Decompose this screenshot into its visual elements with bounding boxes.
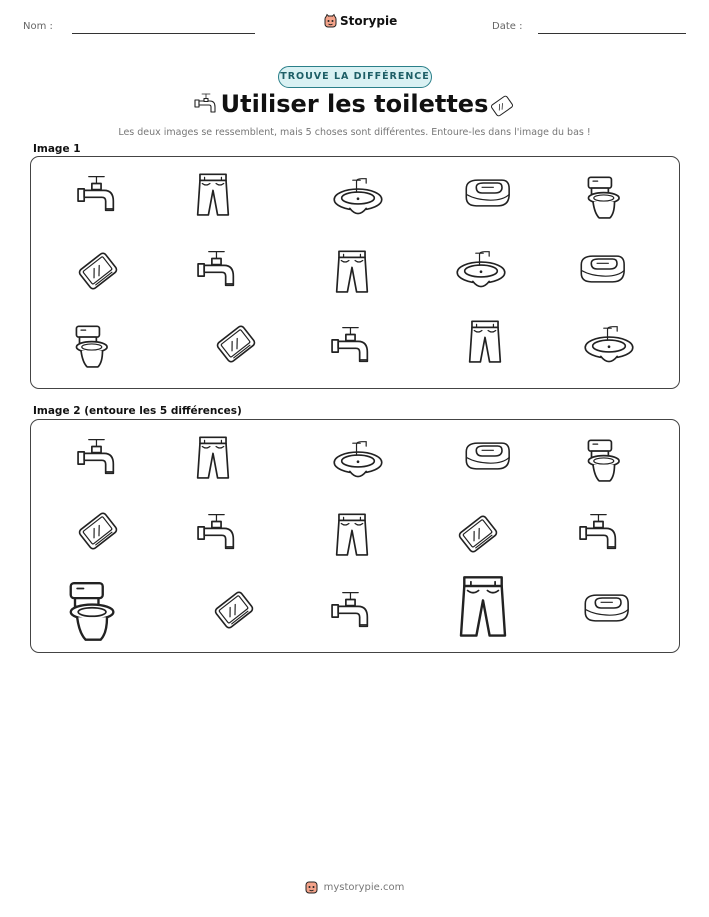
item-soap[interactable] xyxy=(577,249,627,289)
item-faucet[interactable] xyxy=(329,588,375,634)
brand-name: Storypie xyxy=(340,14,398,28)
mirror-icon xyxy=(75,509,121,553)
item-faucet[interactable] xyxy=(75,172,121,218)
soap-dish-icon xyxy=(462,173,512,213)
pants-icon xyxy=(332,249,372,295)
item-pants-large[interactable] xyxy=(455,574,511,640)
sink-icon xyxy=(332,175,384,221)
image1-grid xyxy=(31,157,679,388)
image1-label: Image 1 xyxy=(33,143,81,155)
pants-icon xyxy=(465,319,505,365)
mirror-icon xyxy=(75,249,121,293)
pants-icon xyxy=(332,512,372,558)
item-soap[interactable] xyxy=(581,588,631,628)
footer xyxy=(0,880,709,894)
faucet-icon xyxy=(577,510,623,556)
item-pants[interactable] xyxy=(332,512,372,558)
item-pants[interactable] xyxy=(193,172,233,218)
pants-icon xyxy=(193,435,233,481)
mirror-icon xyxy=(455,512,501,556)
item-mirror[interactable] xyxy=(213,322,259,366)
item-faucet[interactable] xyxy=(195,510,241,556)
sink-icon xyxy=(332,438,384,484)
storypie-logo-icon xyxy=(324,14,337,28)
toilet-large-icon xyxy=(63,580,119,644)
mirror-icon xyxy=(213,322,259,366)
item-mirror[interactable] xyxy=(75,249,121,293)
footer-site-link[interactable]: mystorypie.com xyxy=(323,881,405,893)
toilet-icon xyxy=(583,175,623,221)
date-line[interactable] xyxy=(538,33,686,34)
item-toilet-large[interactable] xyxy=(63,580,119,644)
faucet-icon xyxy=(195,510,241,556)
item-sink[interactable] xyxy=(455,248,507,294)
mirror-icon xyxy=(211,588,257,632)
item-sink[interactable] xyxy=(583,323,635,369)
item-mirror[interactable] xyxy=(455,512,501,556)
soap-dish-icon xyxy=(581,588,631,628)
item-faucet[interactable] xyxy=(195,247,241,293)
faucet-icon xyxy=(329,323,375,369)
item-sink[interactable] xyxy=(332,175,384,221)
faucet-icon xyxy=(195,247,241,293)
item-sink[interactable] xyxy=(332,438,384,484)
brand-logo xyxy=(324,14,397,28)
item-faucet[interactable] xyxy=(329,323,375,369)
title-mirror-icon xyxy=(488,92,516,120)
item-toilet[interactable] xyxy=(71,324,111,370)
pants-icon xyxy=(193,172,233,218)
item-mirror[interactable] xyxy=(75,509,121,553)
item-mirror[interactable] xyxy=(211,588,257,632)
item-faucet[interactable] xyxy=(577,510,623,556)
name-label: Nom : xyxy=(23,21,53,32)
date-label: Date : xyxy=(492,21,523,32)
toilet-icon xyxy=(71,324,111,370)
item-pants[interactable] xyxy=(193,435,233,481)
item-soap[interactable] xyxy=(462,173,512,213)
item-soap[interactable] xyxy=(462,436,512,476)
item-pants[interactable] xyxy=(332,249,372,295)
storypie-footer-logo-icon xyxy=(305,880,318,894)
item-toilet[interactable] xyxy=(583,438,623,484)
sink-icon xyxy=(455,248,507,294)
item-toilet[interactable] xyxy=(583,175,623,221)
item-faucet[interactable] xyxy=(75,435,121,481)
soap-dish-icon xyxy=(577,249,627,289)
image2-panel xyxy=(30,419,680,653)
faucet-icon xyxy=(329,588,375,634)
sink-icon xyxy=(583,323,635,369)
image1-panel xyxy=(30,156,680,389)
soap-dish-icon xyxy=(462,436,512,476)
faucet-icon xyxy=(75,172,121,218)
faucet-icon xyxy=(75,435,121,481)
name-line[interactable] xyxy=(72,33,255,34)
toilet-icon xyxy=(583,438,623,484)
image2-grid xyxy=(31,420,679,652)
pants-large-icon xyxy=(455,574,511,640)
instructions: Les deux images se ressemblent, mais 5 choses sont différentes. Entoure-les dans l'image du bas ! xyxy=(118,127,591,138)
activity-tag: TROUVE LA DIFFÉRENCE xyxy=(278,66,432,88)
page-title: Utiliser les toilettes xyxy=(220,90,489,118)
image2-label: Image 2 (entoure les 5 différences) xyxy=(33,405,242,417)
item-pants[interactable] xyxy=(465,319,505,365)
